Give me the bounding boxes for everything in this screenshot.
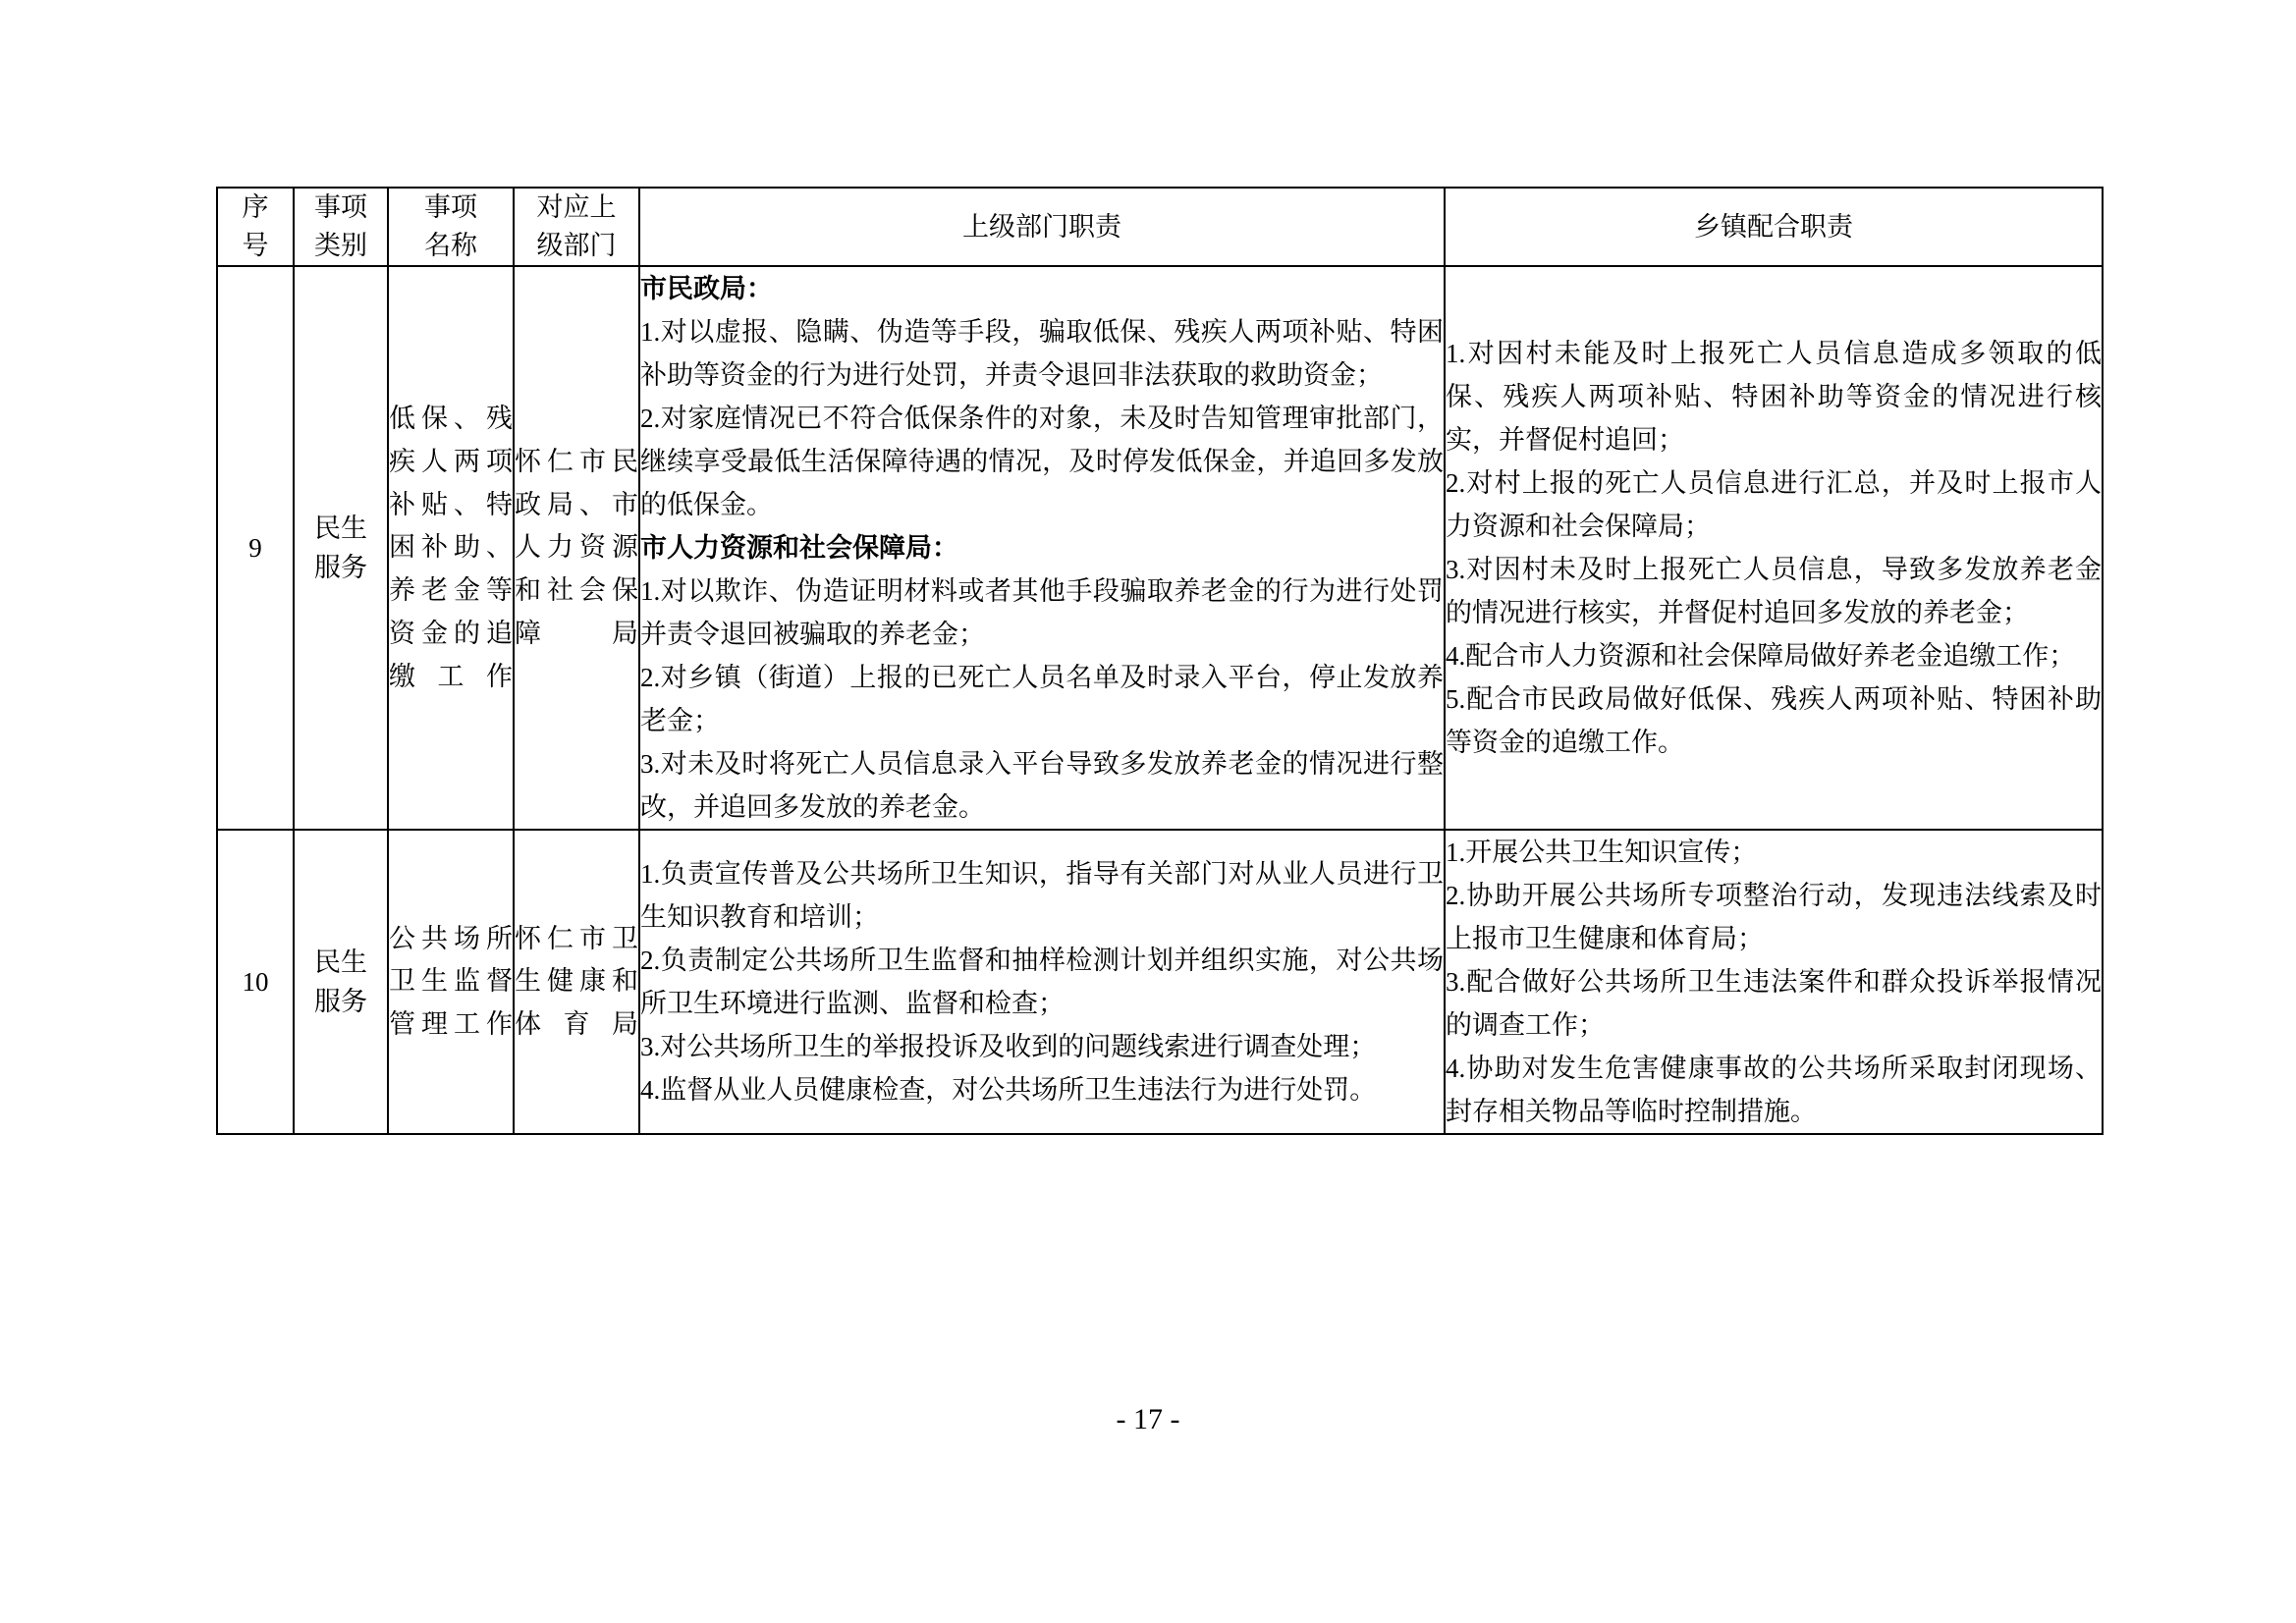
row-seq: 9	[217, 266, 294, 830]
header-seq-line1: 序	[242, 192, 269, 222]
row-name: 公共场所卫生监督管理工作	[388, 830, 514, 1134]
row-name: 低保、残疾人两项补贴、特困补助、养老金等资金的追缴工作	[388, 266, 514, 830]
duty-item: 1.对以虚报、隐瞒、伪造等手段，骗取低保、残疾人两项补贴、特困补助等资金的行为进行处罚，并责令退回非法获取的救助资金；	[640, 317, 1444, 391]
header-seq	[217, 188, 294, 266]
header-duty: 上级部门职责	[639, 188, 1445, 266]
row-category	[294, 830, 388, 1134]
header-dept	[514, 188, 639, 266]
coop-item: 1.开展公共卫生知识宣传；	[1446, 838, 1758, 868]
duty-item: 1.对以欺诈、伪造证明材料或者其他手段骗取养老金的行为进行处罚并责令退回被骗取的养老金；	[640, 576, 1444, 650]
table-header-row	[217, 188, 2103, 266]
coop-item: 4.配合市人力资源和社会保障局做好养老金追缴工作；	[1446, 641, 2076, 672]
coop-item: 5.配合市民政局做好低保、残疾人两项补贴、特困补助等资金的追缴工作。	[1446, 684, 2102, 758]
header-dept-line1: 对应上	[536, 192, 617, 222]
responsibility-table	[216, 187, 2104, 1135]
row-category-line1: 民生	[314, 513, 367, 543]
table-row	[217, 830, 2103, 1134]
duty-heading: 市民政局：	[640, 274, 773, 304]
header-name	[388, 188, 514, 266]
header-seq-line2: 号	[242, 231, 269, 261]
row-seq: 10	[217, 830, 294, 1134]
row-coop	[1445, 830, 2103, 1134]
header-category-line2: 类别	[314, 231, 367, 261]
coop-item: 4.协助对发生危害健康事故的公共场所采取封闭现场、封存相关物品等临时控制措施。	[1446, 1054, 2102, 1127]
coop-item: 2.协助开展公共场所专项整治行动，发现违法线索及时上报市卫生健康和体育局；	[1446, 881, 2102, 954]
header-name-line1: 事项	[424, 192, 477, 222]
coop-item: 1.对因村未能及时上报死亡人员信息造成多领取的低保、残疾人两项补贴、特困补助等资金的情况进行核实，并督促村追回；	[1446, 339, 2102, 456]
header-coop: 乡镇配合职责	[1445, 188, 2103, 266]
duty-item: 2.对乡镇（街道）上报的已死亡人员名单及时录入平台，停止发放养老金；	[640, 663, 1444, 736]
table-row	[217, 266, 2103, 830]
row-dept: 怀仁市民政局、市人力资源和社会保障局	[514, 266, 639, 830]
duty-item: 3.对公共场所卫生的举报投诉及收到的问题线索进行调查处理；	[640, 1032, 1377, 1062]
coop-item: 3.对因村未及时上报死亡人员信息，导致多发放养老金的情况进行核实，并督促村追回多发放的养老金；	[1446, 555, 2102, 628]
header-name-line2: 名称	[424, 231, 477, 261]
page-number: - 17 -	[1116, 1403, 1180, 1435]
duty-item: 1.负责宣传普及公共场所卫生知识，指导有关部门对从业人员进行卫生知识教育和培训；	[640, 859, 1444, 933]
row-duty	[639, 830, 1445, 1134]
duty-heading: 市人力资源和社会保障局：	[640, 533, 958, 564]
row-coop	[1445, 266, 2103, 830]
row-category-line2: 服务	[314, 553, 367, 583]
header-dept-line2: 级部门	[536, 231, 617, 261]
row-category	[294, 266, 388, 830]
row-duty	[639, 266, 1445, 830]
header-category-line1: 事项	[314, 192, 367, 222]
row-category-line2: 服务	[314, 987, 367, 1017]
coop-item: 3.配合做好公共场所卫生违法案件和群众投诉举报情况的调查工作；	[1446, 967, 2102, 1041]
coop-item: 2.对村上报的死亡人员信息进行汇总，并及时上报市人力资源和社会保障局；	[1446, 468, 2102, 542]
duty-item: 4.监督从业人员健康检查，对公共场所卫生违法行为进行处罚。	[640, 1075, 1377, 1106]
duty-item: 3.对未及时将死亡人员信息录入平台导致多发放养老金的情况进行整改，并追回多发放的养老金。	[640, 749, 1444, 823]
row-category-line1: 民生	[314, 947, 367, 977]
duty-item: 2.负责制定公共场所卫生监督和抽样检测计划并组织实施，对公共场所卫生环境进行监测、监督和检查；	[640, 946, 1444, 1019]
header-category	[294, 188, 388, 266]
duty-item: 2.对家庭情况已不符合低保条件的对象，未及时告知管理审批部门，继续享受最低生活保障待遇的情况，及时停发低保金，并追回多发放的低保金。	[640, 404, 1444, 520]
row-dept: 怀仁市卫生健康和体育局	[514, 830, 639, 1134]
